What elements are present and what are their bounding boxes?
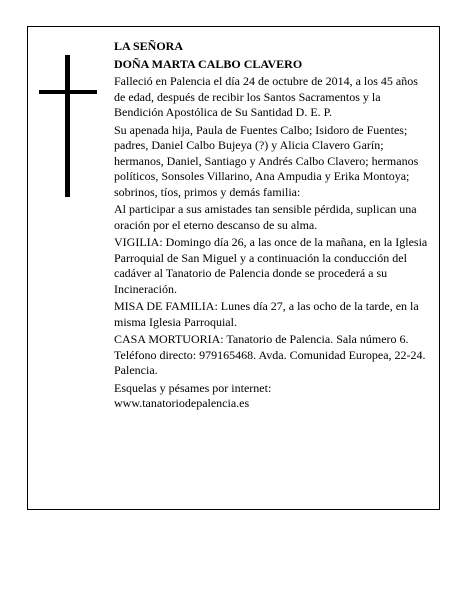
death-paragraph: Falleció en Palencia el día 24 de octubre de 2014, a los 45 años de edad, después de recibir los Santos Sacramentos y la Bendición Apostólica de Su Santidad D. E. P. — [114, 74, 418, 119]
website-link[interactable]: www.tanatoriodepalencia.es — [114, 396, 250, 410]
cross-vertical-bar — [65, 55, 70, 197]
deceased-name: DOÑA MARTA CALBO CLAVERO — [114, 56, 303, 71]
notice-title: LA SEÑORA — [114, 39, 184, 53]
vigil-paragraph: VIGILIA: Domingo día 26, a las once de la mañana, en la Iglesia Parroquial de San Miguel y a continuación la conducción del cadáver al Tanatorio de Palencia donde se procederá a su Incineración. — [114, 235, 428, 296]
obituary-notice — [27, 26, 440, 510]
cross-horizontal-bar — [39, 90, 97, 94]
mortuary-paragraph: CASA MORTUORIA: Tanatorio de Palencia. Sala número 6. Teléfono directo: 979165468. Avda. Comunidad Europea, 22-24. Palencia. — [114, 332, 426, 377]
notice-text — [114, 39, 432, 412]
request-paragraph: Al participar a sus amistades tan sensible pérdida, suplican una oración por el eterno descanso de su alma. — [114, 202, 417, 232]
condolences-label: Esquelas y pésames por internet: — [114, 380, 272, 395]
family-paragraph: Su apenada hija, Paula de Fuentes Calbo; Isidoro de Fuentes; padres, Daniel Calbo Bujeya (?) y Alicia Clavero Garín; hermanos, Daniel, Santiago y Andrés Calbo Clavero; hermanos políticos, Sonsoles Villarino, Ana Ampudia y Erika Montoya; sobrinos, tíos, primos y demás familia: — [114, 122, 419, 199]
mass-paragraph: MISA DE FAMILIA: Lunes día 27, a las ocho de la tarde, en la misma Iglesia Parroquial. — [114, 299, 419, 329]
